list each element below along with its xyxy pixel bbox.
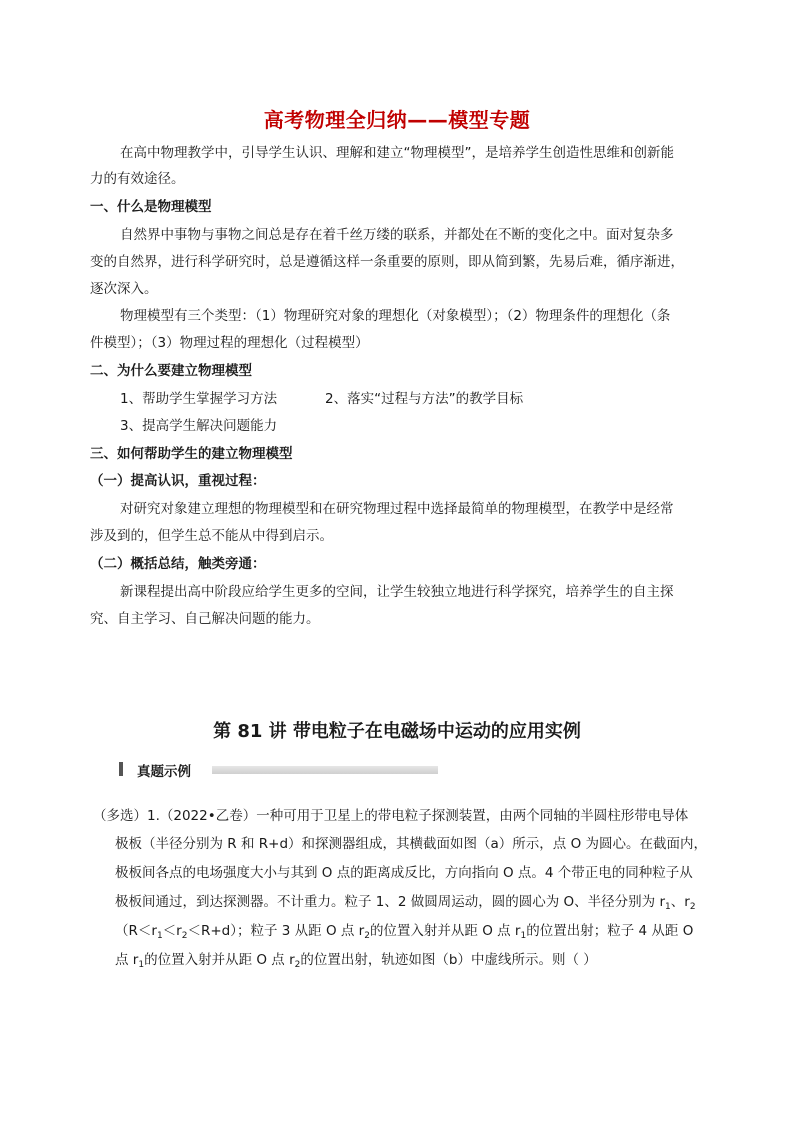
section-3-sub-1-line-2: 涉及到的，但学生总不能从中得到启示。 — [90, 528, 333, 544]
section-3-sub-1-heading: （一）提高认识，重视过程： — [90, 473, 266, 489]
section-1-para-2-line-2: 件模型）；（3）物理过程的理想化（过程模型） — [90, 335, 369, 351]
banner-divider — [212, 766, 438, 774]
page-title: 高考物理全归纳——模型专题 — [263, 108, 531, 132]
section-2-heading: 二、为什么要建立物理模型 — [90, 363, 252, 379]
section-1-heading: 一、什么是物理模型 — [90, 199, 212, 215]
section-1-para-1-line-1: 自然界中事物与事物之间总是存在着千丝万缕的联系，并都处在不断的变化之中。面对复杂多 — [120, 227, 674, 243]
section-1-para-2-line-1: 物理模型有三个类型：（1）物理研究对象的理想化（对象模型）；（2）物理条件的理想化（条 — [120, 308, 671, 324]
question-line-4: 极板间通过，到达探测器。不计重力。粒子 1、2 做圆周运动，圆的圆心为 O、半径分别为 $r_1$、$r_2$ — [115, 894, 696, 912]
question-line-6: 点 $r_1$的位置入射并从距 O 点 $r_2$的位置出射，轨迹如图（b）中虚线所示。则（ ） — [115, 952, 597, 970]
section-3-heading: 三、如何帮助学生的建立物理模型 — [90, 446, 293, 462]
section-2-item-3: 3、提高学生解决问题能力 — [120, 418, 278, 434]
section-3-sub-2-line-2: 究、自主学习、自己解决问题的能力。 — [90, 611, 320, 627]
section-3-sub-2-heading: （二）概括总结，触类旁通： — [90, 556, 266, 572]
lecture-title: 第 81 讲 带电粒子在电磁场中运动的应用实例 — [213, 721, 581, 742]
banner-label: 真题示例 — [137, 764, 191, 780]
intro-line-2: 力的有效途径。 — [90, 171, 185, 187]
section-3-sub-1-line-1: 对研究对象建立理想的物理模型和在研究物理过程中选择最简单的物理模型，在教学中是经常 — [120, 501, 674, 517]
section-1-para-1-line-3: 逐次深入。 — [90, 281, 158, 297]
banner-marker — [119, 762, 123, 776]
section-2-item-1: 1、帮助学生掌握学习方法 — [120, 391, 278, 407]
intro-line-1: 在高中物理教学中，引导学生认识、理解和建立“物理模型”，是培养学生创造性思维和创新能 — [120, 145, 674, 161]
question-line-3: 极板间各点的电场强度大小与其到 O 点的距离成反比，方向指向 O 点。4 个带正电的同种粒子从 — [115, 865, 693, 881]
section-1-para-1-line-2: 变的自然界，进行科学研究时，总是遵循这样一条重要的原则，即从简到繁，先易后难，循序渐进， — [90, 254, 684, 270]
question-line-2: 极板（半径分别为 R 和 R+d）和探测器组成，其横截面如图（a）所示，点 O 为圆心。在截面内， — [115, 836, 707, 852]
question-line-5: $(R<r_1<r_2<R+d)$；粒子 3 从距 O 点 $r_2$的位置入射并从距 O 点 $r_1$的位置出射；粒子 4 从距 O — [115, 923, 694, 941]
question-line-1: （多选）1.（2022•乙卷）一种可用于卫星上的带电粒子探测装置，由两个同轴的半圆柱形带电导体 — [93, 808, 689, 824]
section-2-item-2: 2、落实“过程与方法”的教学目标 — [325, 391, 524, 407]
section-3-sub-2-line-1: 新课程提出高中阶段应给学生更多的空间，让学生较独立地进行科学探究，培养学生的自主探 — [120, 584, 674, 600]
